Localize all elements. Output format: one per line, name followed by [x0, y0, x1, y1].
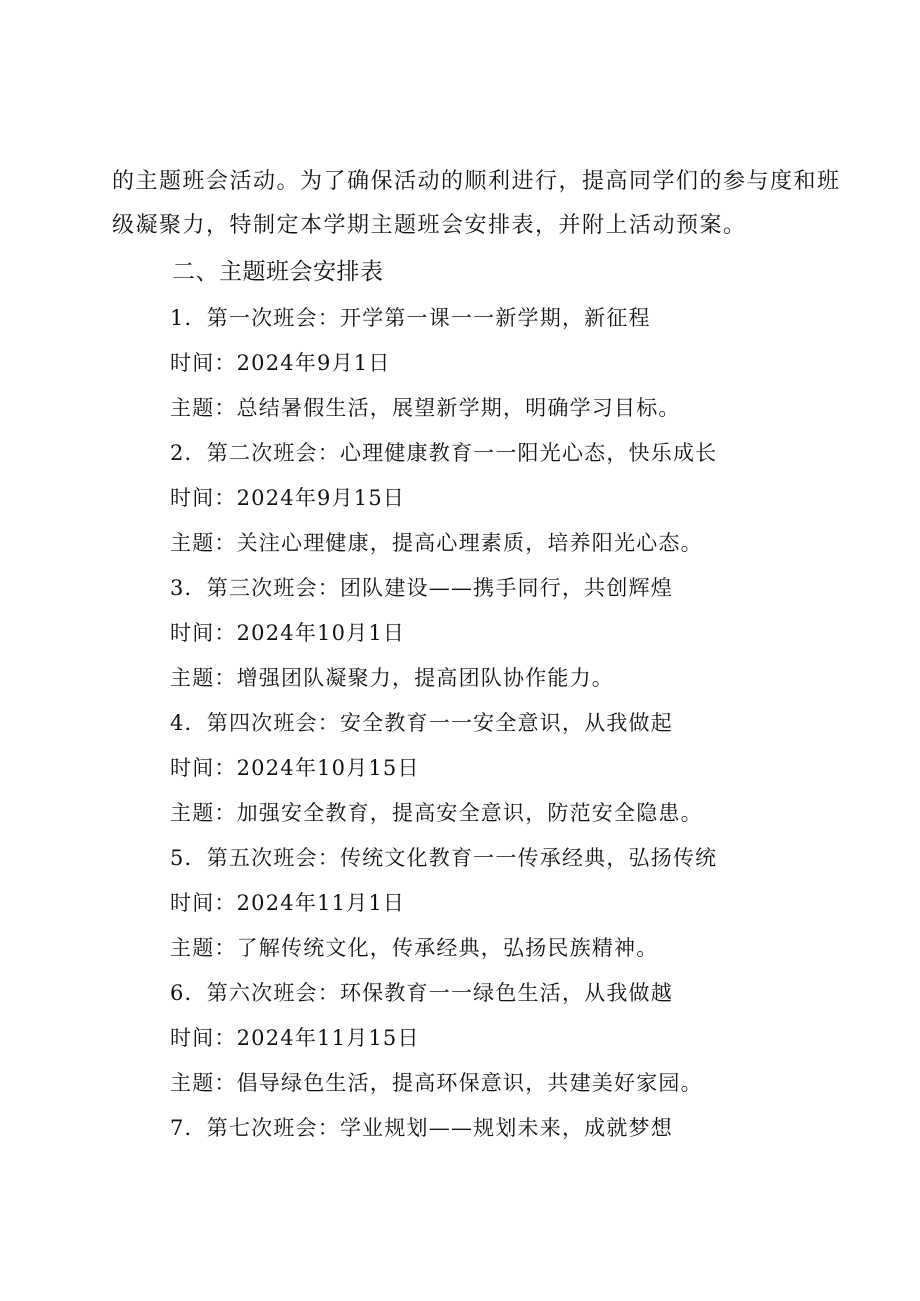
meeting-heading: 7．第七次班会：学业规划——规划未来，成就梦想	[170, 1116, 673, 1140]
meeting-item-5	[170, 836, 810, 971]
meeting-heading: 6．第六次班会：环保教育一一绿色生活，从我做越	[170, 981, 673, 1005]
meeting-theme: 主题：倡导绿色生活，提高环保意识，共建美好家园。	[170, 1071, 703, 1095]
meeting-item-2	[170, 431, 810, 566]
meeting-time: 时间：2024年9月1日	[170, 351, 391, 375]
meeting-item-6	[170, 971, 810, 1106]
meeting-schedule	[170, 296, 810, 1151]
section-title: 二、主题班会安排表	[172, 259, 384, 285]
meeting-heading: 3．第三次班会：团队建设——携手同行，共创辉煌	[170, 576, 673, 600]
meeting-heading: 1．第一次班会：开学第一课一一新学期，新征程	[170, 306, 651, 330]
meeting-item-7	[170, 1106, 810, 1151]
meeting-theme: 主题：增强团队凝聚力，提高团队协作能力。	[170, 666, 614, 690]
meeting-theme: 主题：总结暑假生活，展望新学期，明确学习目标。	[170, 396, 681, 420]
meeting-time: 时间：2024年10月15日	[170, 756, 420, 780]
meeting-time: 时间：2024年10月1日	[170, 621, 406, 645]
meeting-item-1	[170, 296, 810, 431]
intro-line-1: 的主题班会活动。为了确保活动的顺利进行，提高同学们的参与度和班	[112, 169, 841, 194]
meeting-theme: 主题：加强安全教育，提高安全意识，防范安全隐患。	[170, 801, 703, 825]
meeting-time: 时间：2024年11月15日	[170, 1026, 420, 1050]
intro-line-2: 级凝聚力，特制定本学期主题班会安排表，并附上活动预案。	[112, 213, 747, 238]
meeting-time: 时间：2024年9月15日	[170, 486, 406, 510]
meeting-heading: 2．第二次班会：心理健康教育一一阳光心态，快乐成长	[170, 441, 718, 465]
meeting-theme: 主题：了解传统文化，传承经典，弘扬民族精神。	[170, 936, 659, 960]
meeting-theme: 主题：关注心理健康，提高心理素质，培养阳光心态。	[170, 531, 703, 555]
meeting-heading: 5．第五次班会：传统文化教育一一传承经典，弘扬传统	[170, 846, 718, 870]
meeting-time: 时间：2024年11月1日	[170, 891, 406, 915]
intro-paragraph	[112, 160, 841, 248]
meeting-item-4	[170, 701, 810, 836]
meeting-heading: 4．第四次班会：安全教育一一安全意识，从我做起	[170, 711, 673, 735]
meeting-item-3	[170, 566, 810, 701]
